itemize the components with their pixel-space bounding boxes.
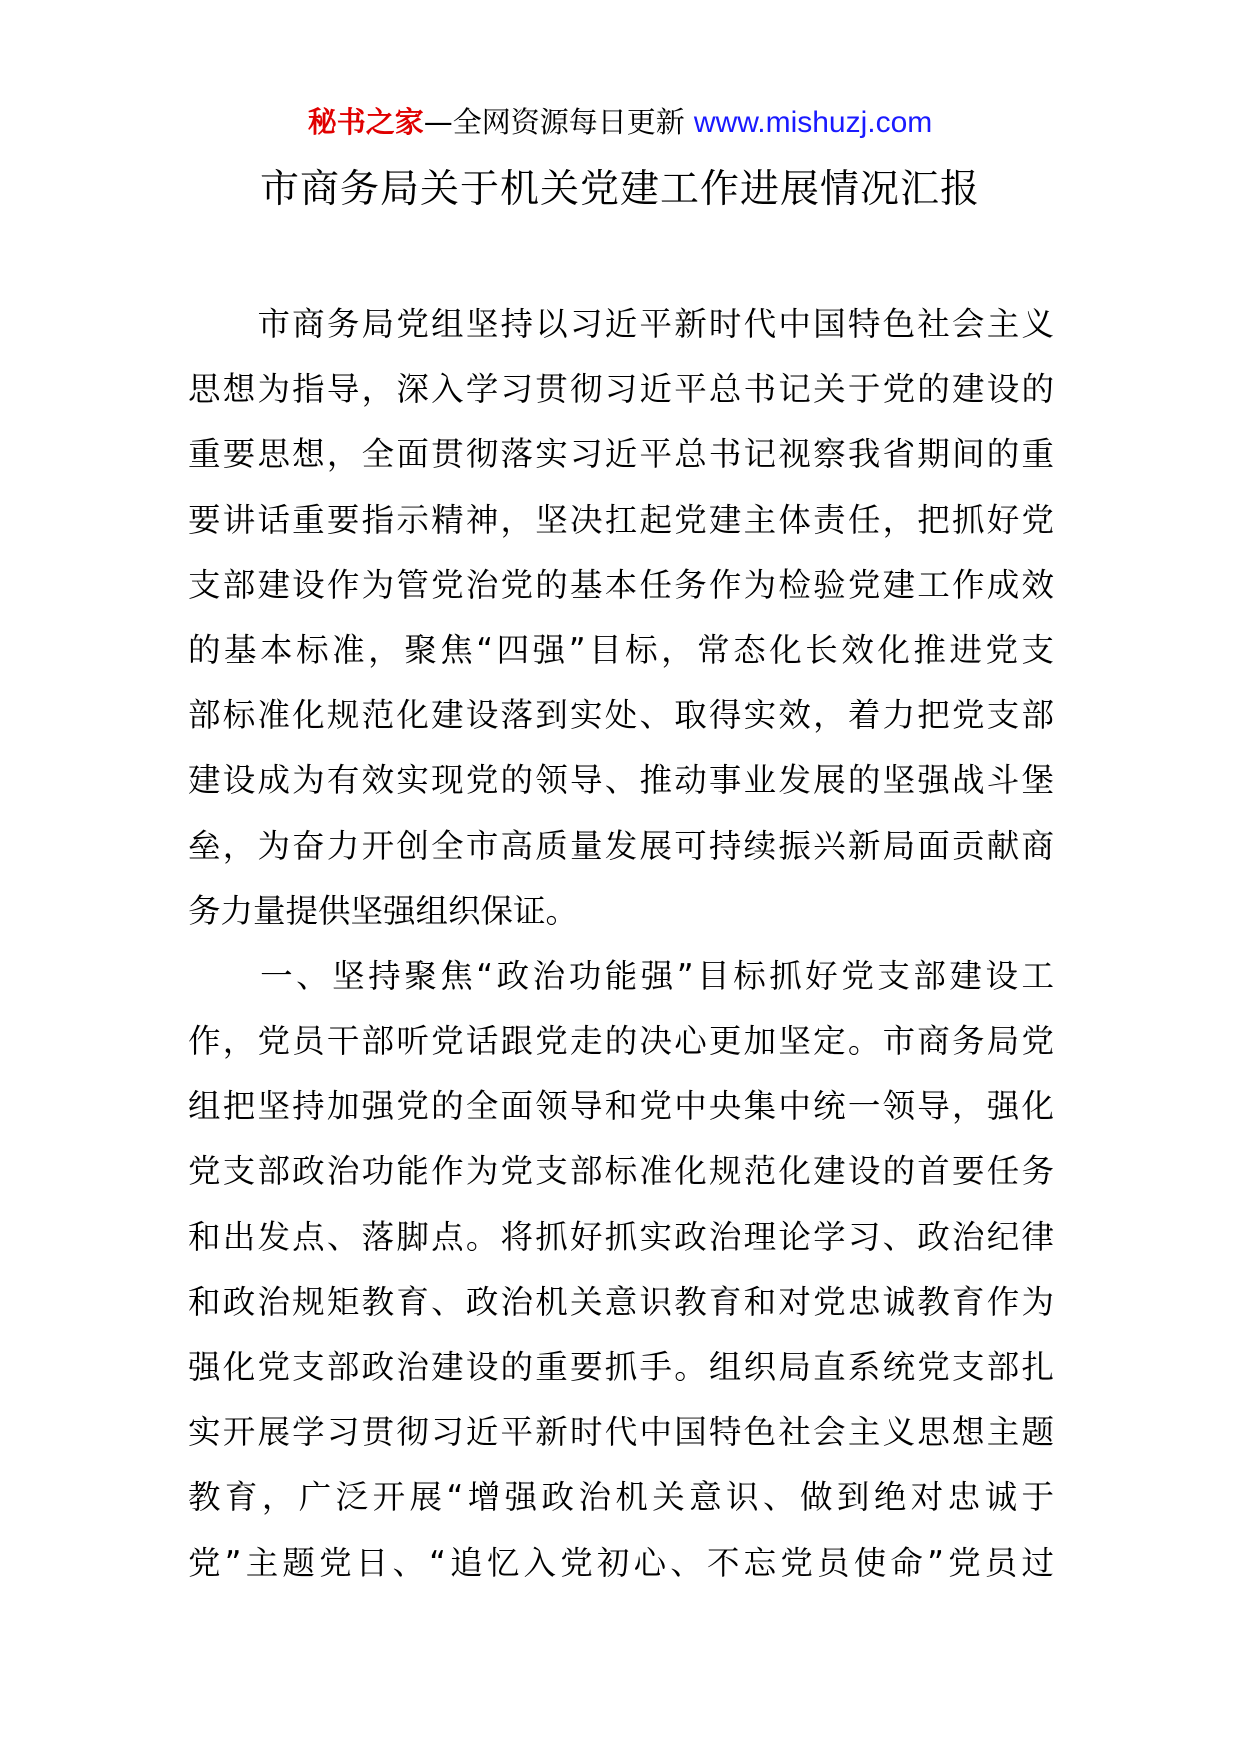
body-line: 和政治规矩教育、政治机关意识教育和对党忠诚教育作为 [188, 1282, 1054, 1321]
body-line: 的基本标准，聚焦“四强”目标，常态化长效化推进党支 [188, 630, 1054, 669]
document-title: 市商务局关于机关党建工作进展情况汇报 [259, 167, 980, 212]
banner-slogan: —全网资源每日更新 [423, 105, 694, 139]
body-line: 市商务局党组坚持以习近平新时代中国特色社会主义 [188, 305, 1054, 343]
body-line: 重要思想，全面贯彻落实习近平总书记视察我省期间的重 [188, 435, 1054, 474]
body-line: 要讲话重要指示精神，坚决扛起党建主体责任，把抓好党 [188, 500, 1054, 539]
body-line: 组把坚持加强党的全面领导和党中央集中统一领导，强化 [188, 1087, 1054, 1126]
body-line: 实开展学习贯彻习近平新时代中国特色社会主义思想主题 [188, 1413, 1054, 1452]
body-line: 垒，为奋力开创全市高质量发展可持续振兴新局面贡献商 [188, 826, 1054, 865]
body-line: 党支部政治功能作为党支部标准化规范化建设的首要任务 [188, 1152, 1054, 1191]
site-banner [0, 104, 1240, 141]
body-line: 思想为指导，深入学习贯彻习近平总书记关于党的建设的 [188, 370, 1054, 409]
document-body [188, 292, 1054, 1596]
body-line: 支部建设作为管党治党的基本任务作为检验党建工作成效 [188, 565, 1054, 604]
body-line: 作，党员干部听党话跟党走的决心更加坚定。市商务局党 [188, 1022, 1054, 1061]
body-line: 部标准化规范化建设落到实处、取得实效，着力把党支部 [188, 696, 1054, 735]
body-line: 和出发点、落脚点。将抓好抓实政治理论学习、政治纪律 [188, 1217, 1054, 1256]
body-line: 建设成为有效实现党的领导、推动事业发展的坚强战斗堡 [188, 761, 1054, 800]
body-line: 教育，广泛开展“增强政治机关意识、做到绝对忠诚于 [188, 1478, 1054, 1517]
banner-brand: 秘书之家 [307, 105, 424, 139]
body-line: 党”主题党日、“追忆入党初心、不忘党员使命”党员过 [188, 1543, 1054, 1582]
body-line: 务力量提供坚强组织保证。 [188, 891, 579, 930]
body-line: 强化党支部政治建设的重要抓手。组织局直系统党支部扎 [188, 1348, 1054, 1386]
banner-site-url[interactable]: www.mishuzj.com [693, 106, 933, 139]
body-line: 一、坚持聚焦“政治功能强”目标抓好党支部建设工 [188, 956, 1054, 995]
